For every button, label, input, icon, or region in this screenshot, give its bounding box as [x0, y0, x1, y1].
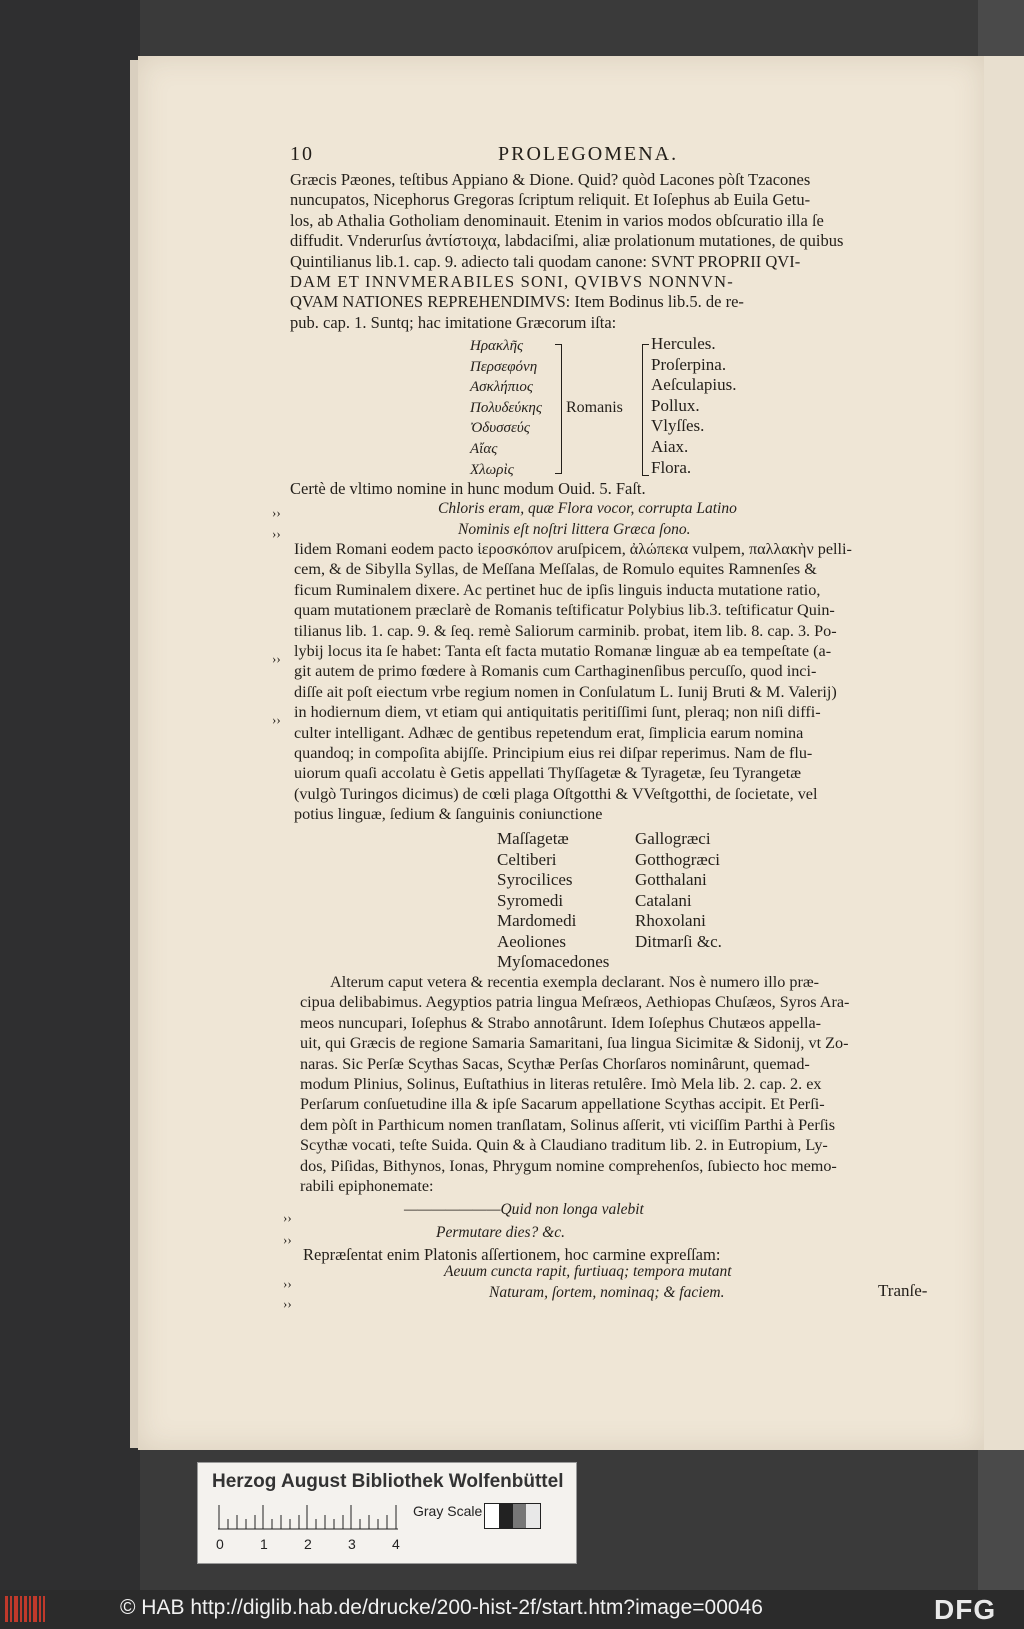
ruler-numbers [216, 1536, 436, 1552]
quote-mark: ›› [283, 1210, 292, 1225]
tribe-name: Gallogræci [635, 829, 711, 848]
text-line: naras. Sic Perſæ Scythas Sacas, Scythæ Perſas Chorſaros nominârunt, quemad- [300, 1054, 810, 1073]
barcode-icon [4, 1594, 46, 1624]
gray-swatch [485, 1504, 499, 1528]
tribe-name: Gotthalani [635, 870, 707, 889]
tribe-name: Celtiberi [497, 849, 557, 869]
quote-mark: ›› [283, 1296, 292, 1311]
ruler-number: 2 [304, 1536, 312, 1552]
page-title: PROLEGOMENA. [498, 143, 679, 165]
page-header [290, 143, 936, 167]
next-page-edge [980, 56, 1024, 1450]
tribe-name: Gotthogræci [635, 849, 720, 869]
text-line: Scythæ vocati, teſte Suida. Quin & à Claudiano traditum lib. 2. in Eutropium, Ly- [300, 1136, 828, 1155]
text-line: in hodiernum diem, vt etiam qui antiquitatis peritiſſimi ſunt, pleraq; non niſi diffi- [294, 703, 821, 722]
ovid-verse-line: Chloris eram, quæ Flora vocor, corrupta Latino [438, 500, 737, 517]
tribe-name: Mardomedi [497, 911, 577, 930]
quote-mark: ›› [272, 651, 281, 666]
right-brace [642, 344, 649, 476]
text-line: Iidem Romani eodem pacto ἱεροσκόπον aruſpicem, ἀλώπεκα vulpem, παλλακὴν pelli- [294, 540, 852, 558]
backdrop-left [0, 0, 140, 1590]
names-column-1 [497, 829, 609, 973]
latin-name: Aiax. [651, 436, 689, 456]
text-line: Perſarum conſuetudine illa & ipſe Sacarum appellatione Scythas accipit. Et Perſi- [300, 1095, 825, 1114]
library-name: Herzog August Bibliothek Wolfenbüttel [212, 1471, 564, 1492]
text-line: culter intelligant. Adhæc de gentibus repetendum erat, ſimplicia earum nomina [294, 723, 804, 742]
quote-mark: ›› [272, 712, 281, 727]
ruler-number: 4 [392, 1536, 400, 1552]
text-line: potius linguæ, ſedium & ſanguinis coniunctione [294, 805, 603, 824]
latin-names [651, 334, 736, 478]
paragraph-3 [300, 972, 932, 1196]
text-line: modum Plinius, Solinus, Euſtathius in literas retulêre. Imò Mela lib. 2. cap. 2. ex [300, 1075, 822, 1094]
text-line: uiorum quaſi accolatu è Getis appellati Thyſſagetæ & Tyragetæ, ſeu Tyrangetæ [294, 764, 802, 783]
gray-swatch [526, 1504, 540, 1528]
gray-scale-swatches [484, 1503, 541, 1529]
tribe-name: Maſſagetæ [497, 829, 569, 848]
library-color-chart [197, 1462, 577, 1564]
names-column-2 [635, 829, 722, 952]
tribe-name: Myſomacedones [497, 952, 610, 971]
footer-bar [0, 1590, 1024, 1629]
text-line: diſſe ait poſt eiectum vrbe regium nomen in Conſulatum L. Iunij Bruti & M. Valerij) [294, 682, 837, 701]
quote-mark: ›› [283, 1232, 292, 1247]
text-line: tilianus lib. 1. cap. 9. & ſeq. remè Saliorum carminib. probat, item lib. 8. cap. 3. Po- [294, 621, 837, 640]
certe-line [290, 479, 936, 499]
ruler-number: 1 [260, 1536, 268, 1552]
text-line: Alterum caput vetera & recentia exempla declarant. Nos è numero illo præ- [330, 973, 820, 991]
catchword: Tranſe- [878, 1281, 928, 1300]
greek-name: Ὀδυσσεύς [470, 420, 530, 437]
text-line: dem pòſt in Parthicum nomen tranſlatam, Solinus aſſerit, vti viciſſim Parthi à Perſis [300, 1115, 836, 1134]
latin-name: Flora. [651, 457, 692, 477]
text-line: uit, qui Græcis de regione Samaria Samaritani, ſua lingua Sicimitæ & Sidonij, vt Zo- [300, 1034, 849, 1053]
quote-mark: ›› [272, 505, 281, 520]
text-line: rabili epiphonemate: [300, 1177, 434, 1196]
ruler [218, 1503, 433, 1531]
text-line: quandoq; in compoſita abijſſe. Principium eius rei diſpar reperimus. Nam de flu- [294, 744, 813, 763]
greek-name: Πολυδεύκης [470, 399, 542, 416]
plato-verse-line: Naturam, ſortem, nominaq; & faciem. [489, 1284, 725, 1301]
latin-name: Pollux. [651, 395, 700, 415]
dfg-logo: DFG [934, 1594, 997, 1625]
tribe-name: Catalani [635, 890, 692, 910]
quote-mark: ›› [272, 526, 281, 541]
latin-name: Proſerpina. [651, 354, 727, 374]
ruler-number: 0 [216, 1536, 224, 1552]
text-line: git autem de primo fœdere à Romanis cum Carthaginenſibus percuſſo, quod inci- [294, 662, 817, 681]
copyright-link[interactable]: © HAB http://diglib.hab.de/drucke/200-hist-2f/start.htm?image=00046 [120, 1596, 763, 1619]
gray-scale-label: Gray Scale [413, 1503, 483, 1519]
tribe-name: Aeoliones [497, 931, 566, 951]
text-line: ficum Ruminalem dixere. Ac pertinet huc de ipſis linguis inducta mutatione ratio, [294, 580, 821, 599]
text-line: pub. cap. 1. Suntq; hac imitatione Græcorum iſta: [290, 312, 617, 332]
text-line: dos, Piſidas, Bithynos, Ionas, Phrygum nomine comprehenſos, ſubiecto hoc memo- [300, 1156, 837, 1175]
greek-name: Χλωρὶς [470, 461, 514, 478]
latin-name: Vlyſſes. [651, 416, 705, 436]
tribe-name: Syromedi [497, 890, 564, 910]
text-line: (vulgò Turingos dicimus) de cœli plaga Oſtgotthi & VVeſtgotthi, de ſocietate, vel [294, 784, 818, 803]
romanis-label: Romanis [566, 399, 623, 416]
page-number: 10 [290, 143, 314, 165]
claudian-verse-line: Permutare dies? &c. [436, 1224, 565, 1241]
left-brace [555, 344, 562, 474]
text-line: nuncupatos, Nicephorus Gregoras ſcriptum reliquit. Et Ioſephus ab Euila Getu- [290, 190, 811, 210]
text-line: Repræſentat enim Platonis aſſertionem, hoc carmine expreſſam: [303, 1245, 721, 1264]
tribe-name: Rhoxolani [635, 911, 706, 930]
text-line: quam mutationem præclarè de Romanis teſtificatur Polybius lib.3. teſtificatur Quin- [294, 601, 835, 620]
greek-name: Περσεφόνη [470, 358, 538, 375]
paragraph-1 [290, 170, 936, 333]
text-line: DAM ET INNVMERABILES SONI, QVIBVS NONNVN- [290, 272, 734, 292]
text-line: meos nuncupari, Ioſephus & Strabo annotârunt. Idem Ioſephus Chutæos appella- [300, 1013, 822, 1032]
text-line: QVAM NATIONES REPREHENDIMVS: Item Bodinus lib.5. de re- [290, 292, 744, 312]
tribe-name: Ditmarſi &c. [635, 931, 722, 951]
latin-name: Hercules. [651, 334, 716, 353]
greek-name: Ηρακλῆς [470, 338, 524, 354]
greek-name: Αἴας [470, 440, 498, 457]
text-line: lybij locus ita ſe habet: Tanta eſt facta mutatio Romanæ linguæ ab ea tempeſtate (a- [294, 642, 832, 661]
greek-name: Ασκλήπιος [470, 379, 533, 396]
claudian-verse-line: ———————Quid non longa valebit [404, 1201, 644, 1218]
text-line: Quintilianus lib.1. cap. 9. adiecto tali quodam canone: SVNT PROPRII QVI- [290, 251, 801, 271]
ovid-verse-line: Nominis eſt noſtri littera Græca ſono. [458, 521, 691, 538]
latin-name: Aeſculapius. [651, 375, 737, 395]
ruler-number: 3 [348, 1536, 356, 1552]
plato-verse-line: Aeuum cuncta rapit, furtiuaq; tempora mutant [444, 1263, 732, 1280]
gray-swatch [499, 1504, 513, 1528]
paragraph-2 [294, 539, 926, 825]
gray-swatch [513, 1504, 527, 1528]
greek-names [470, 336, 542, 480]
text-line: cem, & de Sibylla Syllas, de Meſſana Meſſalas, de Romulo equites Ramnenſes & [294, 560, 817, 579]
quote-mark: ›› [283, 1276, 292, 1291]
text-line: los, ab Athalia Gotholiam denominauit. Etenim in varios modos obſcuratio illa ſe [290, 210, 824, 230]
text-line: cipua delibabimus. Aegyptios patria lingua Meſræos, Aethiopas Chuſæos, Syros Ara- [300, 993, 850, 1012]
text-line: Græcis Pæones, teſtibus Appiano & Dione. Quid? quòd Lacones pòſt Tzacones [290, 170, 811, 189]
tribe-name: Syrocilices [497, 870, 573, 889]
text-line: Certè de vltimo nomine in hunc modum Ouid. 5. Faſt. [290, 479, 646, 498]
text-line: diffudit. Vnderurſus ἀντίστοιχα, labdaciſmi, aliæ prolationum mutationes, de quibus [290, 231, 844, 251]
